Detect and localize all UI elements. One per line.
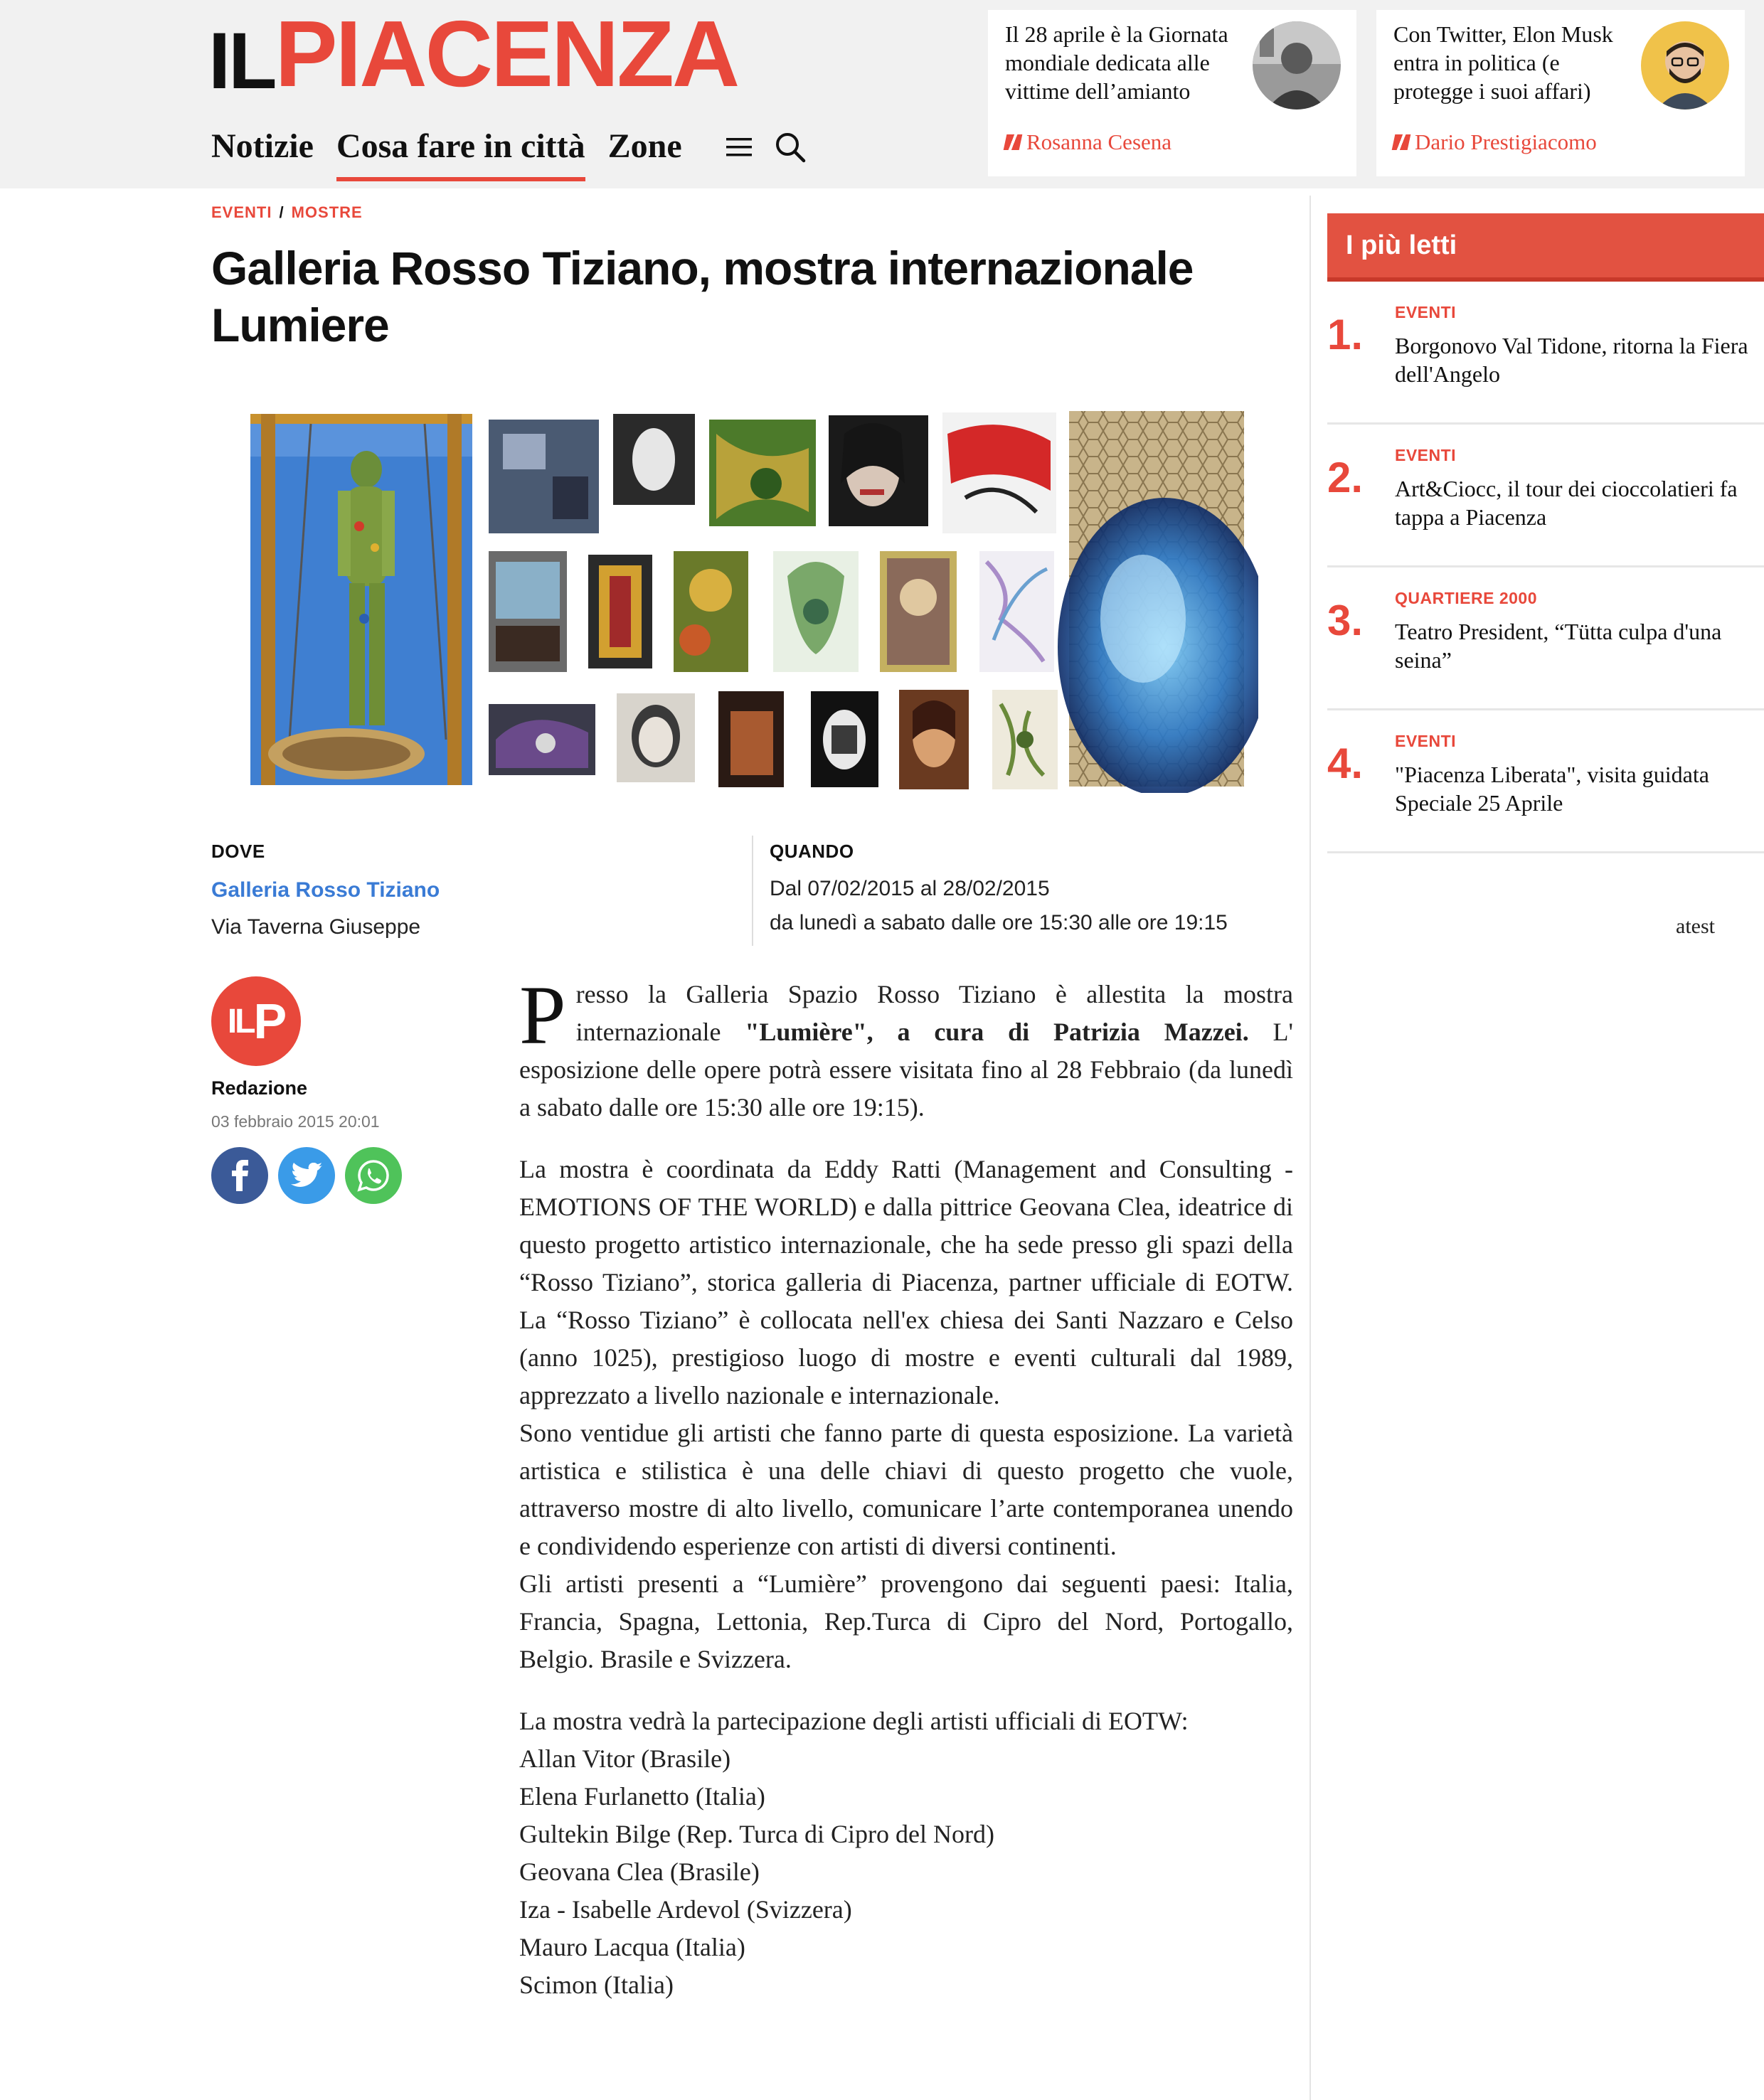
breadcrumb [211, 203, 363, 222]
quando-label: QUANDO [770, 841, 854, 862]
share-buttons [211, 1147, 412, 1204]
promo-author-name: Dario Prestigiacomo [1415, 129, 1597, 154]
avatar-il: IL [227, 1002, 254, 1040]
item-title[interactable]: Teatro President, “Tütta culpa d'una seina” [1395, 619, 1722, 673]
breadcrumb-eventi[interactable]: EVENTI [211, 203, 272, 221]
promo-author[interactable] [1393, 129, 1597, 155]
hamburger-icon[interactable] [722, 130, 756, 164]
list-item: Mauro Lacqua (Italia) [519, 1933, 745, 1961]
list-item: Scimon (Italia) [519, 1971, 674, 1999]
search-icon[interactable] [773, 130, 807, 164]
nav-notizie[interactable]: Notizie [211, 127, 314, 165]
most-read-item[interactable] [1327, 282, 1764, 425]
author-mark-icon [1004, 134, 1023, 150]
list-item: Gultekin Bilge (Rep. Turca di Cipro del Nord) [519, 1820, 994, 1848]
sidebar-heading: I più letti [1327, 213, 1764, 282]
info-divider [752, 836, 753, 946]
twitter-icon[interactable] [278, 1147, 335, 1204]
most-read-sidebar [1327, 213, 1764, 853]
artist-list-intro: La mostra vedrà la partecipazione degli artisti ufficiali di EOTW: [519, 1707, 1189, 1735]
rank-number: 3. [1327, 597, 1364, 644]
artist-list [519, 1702, 1293, 2004]
drop-cap: P [519, 969, 566, 1062]
paragraph-bold-text: "Lumière", a cura di Patrizia Mazzei. [745, 1018, 1249, 1046]
author-box [211, 976, 412, 1204]
promo-author-name: Rosanna Cesena [1026, 129, 1172, 154]
event-dates [770, 841, 1228, 935]
avatar-p: P [253, 993, 285, 1049]
author-mark-icon [1392, 134, 1411, 150]
venue-address: Via Taverna Giuseppe [211, 915, 421, 939]
rank-number: 1. [1327, 311, 1364, 358]
rank-number: 2. [1327, 454, 1364, 501]
item-category[interactable]: EVENTI [1395, 303, 1457, 321]
item-title[interactable]: Art&Ciocc, il tour dei cioccolatieri fa tappa a Piacenza [1395, 476, 1738, 530]
item-category[interactable]: EVENTI [1395, 446, 1457, 464]
article-hero-image [247, 405, 1258, 793]
logo-il: IL [208, 16, 275, 105]
paragraph-text: resso la Galleria Spazio Rosso Tiziano è allestita la mostra internazionale [575, 980, 1293, 1046]
promo-card[interactable] [1376, 10, 1745, 176]
promo-author[interactable] [1005, 129, 1171, 155]
item-category[interactable]: EVENTI [1395, 732, 1457, 750]
list-item: Geovana Clea (Brasile) [519, 1858, 760, 1886]
event-hours: da lunedì a sabato dalle ore 15:30 alle ore 19:15 [770, 911, 1228, 934]
promo-card[interactable] [988, 10, 1356, 176]
list-item: Iza - Isabelle Ardevol (Svizzera) [519, 1895, 852, 1924]
site-header [0, 0, 1764, 188]
publish-date: 03 febbraio 2015 20:01 [211, 1112, 380, 1131]
breadcrumb-separator: / [279, 203, 285, 221]
dove-label: DOVE [211, 841, 265, 862]
column-divider [1309, 196, 1311, 2100]
event-date-range: Dal 07/02/2015 al 28/02/2015 [770, 877, 1050, 900]
venue-link[interactable]: Galleria Rosso Tiziano [211, 878, 440, 902]
list-item: Allan Vitor (Brasile) [519, 1744, 731, 1773]
paragraph-text: L' esposizione delle opere potrà essere visitata fino al 28 Febbraio (da lunedì a sabato dalle ore 15:30 alle ore 19:15). [519, 1018, 1294, 1121]
rank-number: 4. [1327, 740, 1364, 787]
article-title: Galleria Rosso Tiziano, mostra internazionale Lumiere [211, 242, 1194, 351]
article-paragraph: Gli artisti presenti a “Lumière” provengono dai seguenti paesi: Italia, Francia, Spagna, Lettonia, Rep.Turca di Cipro del Nord, Portogallo, Belgio. Brasile e Svizzera. [519, 1569, 1293, 1673]
nav-zone[interactable]: Zone [607, 127, 682, 165]
promo-title[interactable]: Con Twitter, Elon Musk entra in politica (e protegge i suoi affari) [1393, 21, 1613, 104]
author-name[interactable]: Redazione [211, 1077, 308, 1099]
promo-title[interactable]: Il 28 aprile è la Giornata mondiale dedicata alle vittime dell’amianto [1005, 21, 1228, 104]
avatar[interactable] [211, 976, 301, 1066]
article-paragraph: La mostra è coordinata da Eddy Ratti (Management and Consulting - EMOTIONS OF THE WORLD) e dalla pittrice Geovana Clea, ideatrice di questo progetto artistico internazionale, che ha sede presso gli spazi della “Rosso Tiziano”, storica galleria di Piacenza, partner ufficiale di EOTW. La “Rosso Tiziano” è collocata nell'ex chiesa dei Santi Nazzaro e Celso (anno 1025), prestigioso luogo di mostre e eventi culturali dal 1989, apprezzato a livello nazionale e internazionale. [519, 1155, 1293, 1409]
promo-thumbnail [1253, 21, 1341, 110]
breadcrumb-mostre[interactable]: MOSTRE [291, 203, 363, 221]
article-paragraph [519, 969, 1294, 1126]
main-nav [211, 127, 807, 181]
article-paragraph: Sono ventidue gli artisti che fanno parte di questa esposizione. La varietà artistica e stilistica è una delle chiavi di questo progetto che vuole, attraverso mostre di alto livello, comunicare l’arte contemporanea unendo e condividendo esperienze con artisti di diversi continenti. [519, 1419, 1293, 1560]
most-read-item[interactable] [1327, 567, 1764, 710]
logo-piacenza: PIACENZA [275, 1, 738, 106]
nav-cosa-fare-in-citta[interactable]: Cosa fare in città [336, 127, 585, 181]
promo-thumbnail [1641, 21, 1729, 110]
latest-tab-fragment[interactable]: atest [1676, 915, 1715, 938]
item-title[interactable]: "Piacenza Liberata", visita guidata Speciale 25 Aprile [1395, 762, 1709, 816]
most-read-item[interactable] [1327, 710, 1764, 853]
event-location [211, 841, 440, 939]
whatsapp-icon[interactable] [345, 1147, 402, 1204]
item-title[interactable]: Borgonovo Val Tidone, ritorna la Fiera dell'Angelo [1395, 333, 1748, 387]
facebook-icon[interactable] [211, 1147, 268, 1204]
site-logo[interactable] [208, 1, 738, 106]
article-body [519, 969, 1294, 2004]
list-item: Elena Furlanetto (Italia) [519, 1782, 765, 1811]
item-category[interactable]: QUARTIERE 2000 [1395, 589, 1538, 607]
most-read-item[interactable] [1327, 425, 1764, 567]
